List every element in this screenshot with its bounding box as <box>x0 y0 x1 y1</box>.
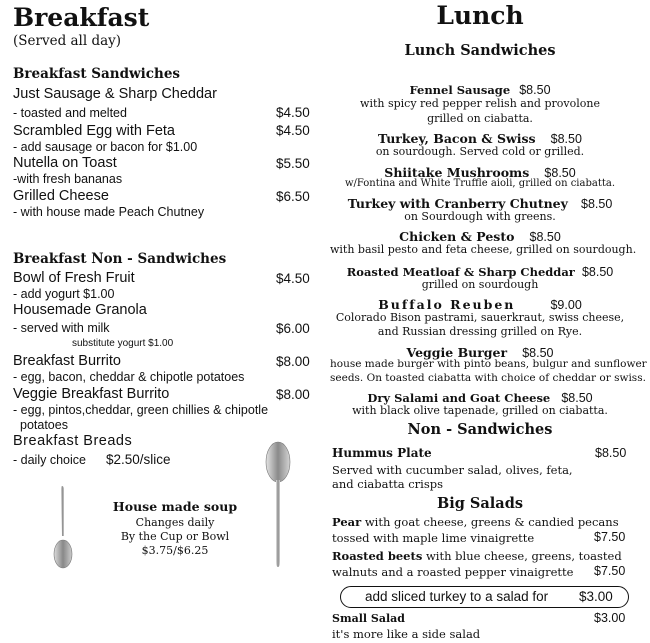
item-description: Served with cucumber salad, olives, feta, <box>332 463 573 477</box>
menu-price: $2.50/slice <box>106 452 171 467</box>
addon-price: $3.00 <box>579 589 613 604</box>
item-price: $8.50 <box>529 230 561 244</box>
lunch-item <box>330 79 630 98</box>
menu-line: Scrambled Egg with Feta <box>13 123 175 139</box>
item-price: $8.50 <box>581 265 614 279</box>
item-description: on sourdough. Served cold or grilled. <box>375 145 585 158</box>
item-description: on Sourdough with greens. <box>404 210 556 223</box>
menu-line: Grilled Cheese <box>13 188 109 204</box>
item-name: Dry Salami and Goat Cheese <box>367 391 551 405</box>
soup-price: $3.75/$6.25 <box>141 544 209 557</box>
menu-line: -with fresh bananas <box>13 172 123 186</box>
item-description: with black olive tapenade, grilled on ciabatta. <box>352 404 608 417</box>
soup-title: House made soup <box>112 499 238 514</box>
menu-price: $4.50 <box>276 123 310 138</box>
menu-line: - add yogurt $1.00 <box>13 287 115 301</box>
turkey-addon-box <box>340 586 629 608</box>
menu-line: - egg, pintos,cheddar, green chillies & chipotle <box>13 403 269 417</box>
item-price: $3.00 <box>594 611 626 625</box>
menu-line: Breakfast Burrito <box>13 353 121 369</box>
menu-line: - served with milk <box>13 321 110 335</box>
breakfast-non-sandwiches-heading: Breakfast Non - Sandwiches <box>13 251 227 267</box>
item-price: $8.50 <box>522 346 554 360</box>
item-description: with basil pesto and feta cheese, grilled on sourdough. <box>330 243 637 256</box>
menu-line: Just Sausage & Sharp Cheddar <box>13 86 217 102</box>
item-name: Veggie Burger <box>406 345 508 360</box>
menu-line: Bowl of Fresh Fruit <box>13 270 135 286</box>
menu-line: substitute yogurt $1.00 <box>72 338 174 349</box>
item-description: house made burger with pinto beans, bulgur and sunflower <box>330 358 647 370</box>
item-price: $7.50 <box>594 564 626 578</box>
item-name: Buffalo Reuben <box>378 297 516 312</box>
menu-price: $4.50 <box>276 271 310 286</box>
item-description: seeds. On toasted ciabatta with choice of cheddar or swiss. <box>330 372 646 384</box>
menu-line: - add sausage or bacon for $1.00 <box>13 140 198 154</box>
item-price: $9.00 <box>550 298 582 312</box>
menu-line: - egg, bacon, cheddar & chipotle potatoes <box>13 370 245 384</box>
item-description: and Russian dressing grilled on Rye. <box>377 325 583 338</box>
menu-line: potatoes <box>20 418 68 432</box>
item-description: it's more like a side salad <box>332 627 481 641</box>
item-name: Turkey with Cranberry Chutney <box>347 196 568 211</box>
item-description: grilled on ciabatta. <box>427 112 533 125</box>
menu-line: - daily choice <box>13 453 86 467</box>
menu-price: $6.00 <box>276 321 310 336</box>
item-description: tossed with maple lime vinaigrette <box>332 531 535 545</box>
item-name: Turkey, Bacon & Swiss <box>378 131 536 146</box>
salad-line <box>332 515 619 529</box>
menu-price: $4.50 <box>276 105 310 120</box>
menu-price: $8.00 <box>276 387 310 402</box>
soup-line: By the Cup or Bowl <box>120 530 230 543</box>
item-price: $8.50 <box>595 446 627 460</box>
item-price: $7.50 <box>594 530 626 544</box>
soup-line: Changes daily <box>135 516 215 529</box>
item-description: grilled on sourdough <box>421 278 539 291</box>
item-price: $8.50 <box>581 197 613 211</box>
breakfast-sandwiches-heading: Breakfast Sandwiches <box>13 66 181 82</box>
breakfast-subtitle: (Served all day) <box>13 33 122 49</box>
menu-line: Housemade Granola <box>13 302 147 318</box>
addon-text: add sliced turkey to a salad for <box>365 589 549 604</box>
item-price: $8.50 <box>544 166 576 180</box>
item-price: $8.50 <box>550 132 582 146</box>
item-name: Small Salad <box>332 612 405 625</box>
menu-line: - toasted and melted <box>13 106 127 120</box>
item-description: with blue cheese, greens, toasted <box>422 549 622 563</box>
item-description: w/Fontina and White Truffle aioli, grilled on ciabatta. <box>344 178 616 189</box>
item-description: with spicy red pepper relish and provolone <box>360 97 600 110</box>
item-price: $8.50 <box>519 83 551 97</box>
item-name: Roasted Meatloaf & Sharp Cheddar <box>346 265 575 279</box>
menu-price: $8.00 <box>276 354 310 369</box>
item-name: Fennel Sausage <box>409 83 511 97</box>
lunch-title: Lunch <box>436 1 524 30</box>
item-price: $8.50 <box>561 391 593 405</box>
breakfast-title: Breakfast <box>13 3 150 32</box>
menu-price: $6.50 <box>276 189 310 204</box>
item-name: Shiitake Mushrooms <box>384 165 530 180</box>
item-description: Colorado Bison pastrami, sauerkraut, swiss cheese, <box>335 311 625 324</box>
menu-line: Veggie Breakfast Burrito <box>13 386 170 402</box>
menu-price: $5.50 <box>276 156 310 171</box>
item-description: with goat cheese, greens & candied pecans <box>361 515 619 529</box>
lunch-non-sandwiches-heading: Non - Sandwiches <box>407 421 553 438</box>
menu-line: Nutella on Toast <box>13 155 117 171</box>
big-salads-heading: Big Salads <box>436 495 524 512</box>
item-name: Chicken & Pesto <box>399 229 515 244</box>
salad-line <box>332 549 622 563</box>
item-name: Hummus Plate <box>332 446 432 460</box>
item-name: Pear <box>332 515 362 529</box>
menu-line: - with house made Peach Chutney <box>13 205 205 219</box>
small-spoon-icon <box>48 484 78 570</box>
item-name: Roasted beets <box>332 549 423 563</box>
item-description: walnuts and a roasted pepper vinaigrette <box>332 565 574 579</box>
large-spoon-icon <box>258 440 298 570</box>
lunch-sandwiches-heading: Lunch Sandwiches <box>404 42 556 59</box>
menu-line: Breakfast Breads <box>13 433 133 449</box>
item-description: and ciabatta crisps <box>332 477 444 491</box>
